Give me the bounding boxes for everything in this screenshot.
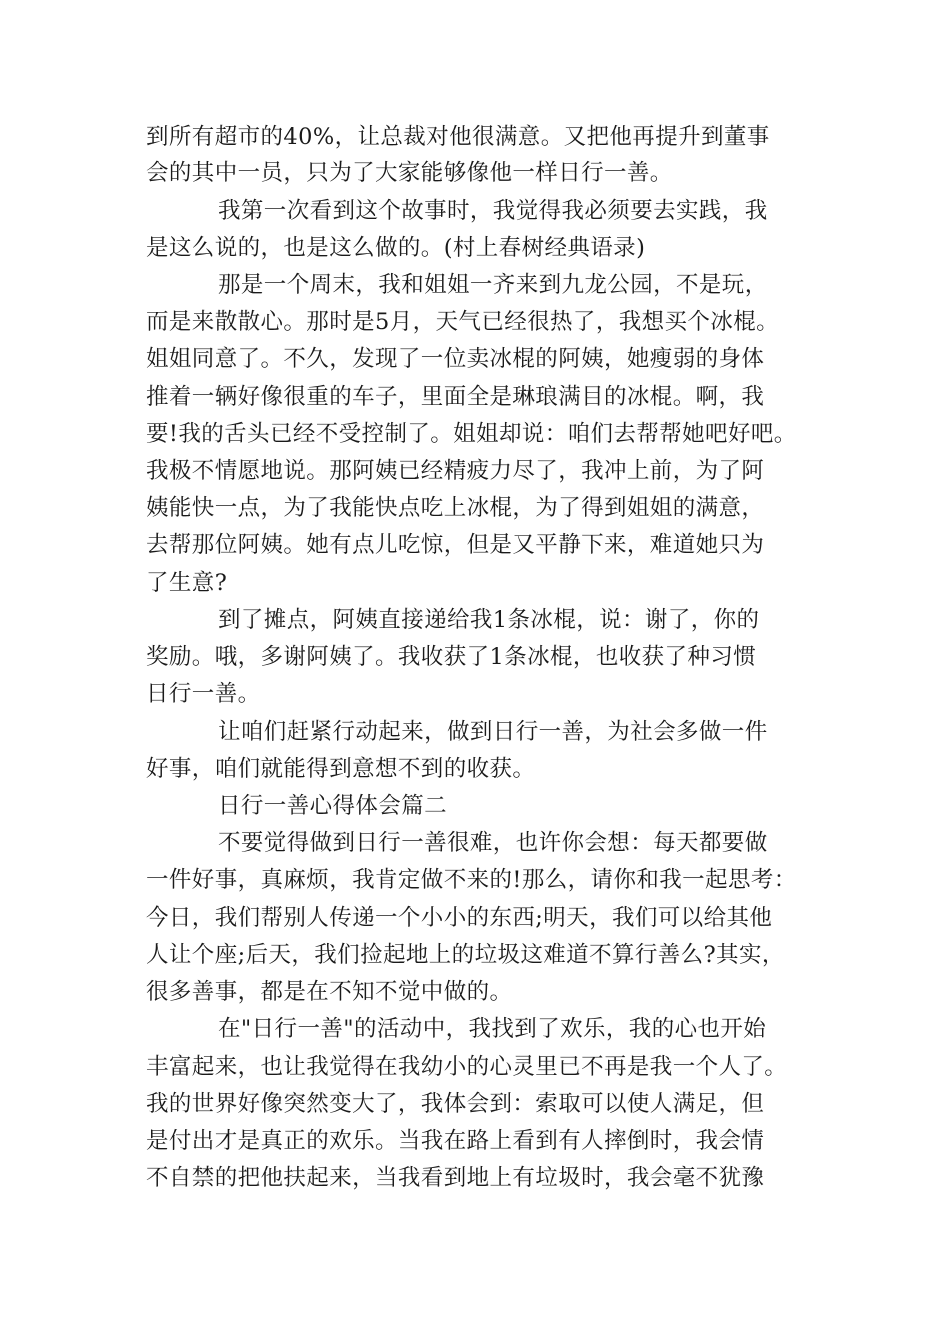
- text-line: 了生意?: [146, 570, 228, 596]
- text-line: 推着一辆好像很重的车子，里面全是琳琅满目的冰棍。啊，我: [146, 384, 765, 410]
- text-line: 而是来散散心。那时是5月，天气已经很热了，我想买个冰棍。: [146, 309, 780, 335]
- paragraph-start-line: 我第一次看到这个故事时，我觉得我必须要去实践，我: [218, 198, 768, 224]
- text-line: 我极不情愿地说。那阿姨已经精疲力尽了，我冲上前，为了阿: [146, 458, 765, 484]
- paragraph-start-line: 在"日行一善"的活动中，我找到了欢乐，我的心也开始: [218, 1016, 767, 1042]
- paragraph-start-line: 那是一个周末，我和姐姐一齐来到九龙公园，不是玩，: [218, 272, 768, 298]
- text-line: 丰富起来，也让我觉得在我幼小的心灵里已不再是我一个人了。: [146, 1054, 788, 1080]
- text-line: 姨能快一点，为了我能快点吃上冰棍，为了得到姐姐的满意，: [146, 495, 765, 521]
- section-heading: 日行一善心得体会篇二: [218, 793, 448, 819]
- text-line: 姐姐同意了。不久，发现了一位卖冰棍的阿姨，她瘦弱的身体: [146, 346, 765, 372]
- text-line: 很多善事，都是在不知不觉中做的。: [146, 979, 513, 1005]
- text-line: 日行一善。: [146, 681, 261, 707]
- text-line: 人让个座;后天，我们捡起地上的垃圾这难道不算行善么?其实，: [146, 942, 785, 968]
- text-line: 要!我的舌头已经不受控制了。姐姐却说：咱们去帮帮她吧好吧。: [146, 421, 797, 447]
- text-line: 去帮那位阿姨。她有点儿吃惊，但是又平静下来，难道她只为: [146, 532, 765, 558]
- paragraph-start-line: 不要觉得做到日行一善很难，也许你会想：每天都要做: [218, 830, 768, 856]
- text-line: 是这么说的，也是这么做的。(村上春树经典语录): [146, 235, 646, 261]
- text-line: 今日，我们帮别人传递一个小小的东西;明天，我们可以给其他: [146, 905, 773, 931]
- paragraph-start-line: 到了摊点，阿姨直接递给我1条冰棍，说：谢了，你的: [218, 607, 760, 633]
- text-line: 到所有超市的40%，让总裁对他很满意。又把他再提升到董事: [146, 124, 770, 150]
- text-line: 是付出才是真正的欢乐。当我在路上看到有人摔倒时，我会情: [146, 1128, 765, 1154]
- text-line: 一件好事，真麻烦，我肯定做不来的!那么，请你和我一起思考：: [146, 867, 797, 893]
- text-line: 奖励。哦，多谢阿姨了。我收获了1条冰棍，也收获了种习惯: [146, 644, 757, 670]
- text-line: 会的其中一员，只为了大家能够像他一样日行一善。: [146, 160, 673, 186]
- text-line: 不自禁的把他扶起来，当我看到地上有垃圾时，我会毫不犹豫: [146, 1165, 765, 1191]
- text-line: 好事，咱们就能得到意想不到的收获。: [146, 756, 536, 782]
- text-line: 我的世界好像突然变大了，我体会到：索取可以使人满足，但: [146, 1091, 765, 1117]
- paragraph-start-line: 让咱们赶紧行动起来，做到日行一善，为社会多做一件: [218, 719, 768, 745]
